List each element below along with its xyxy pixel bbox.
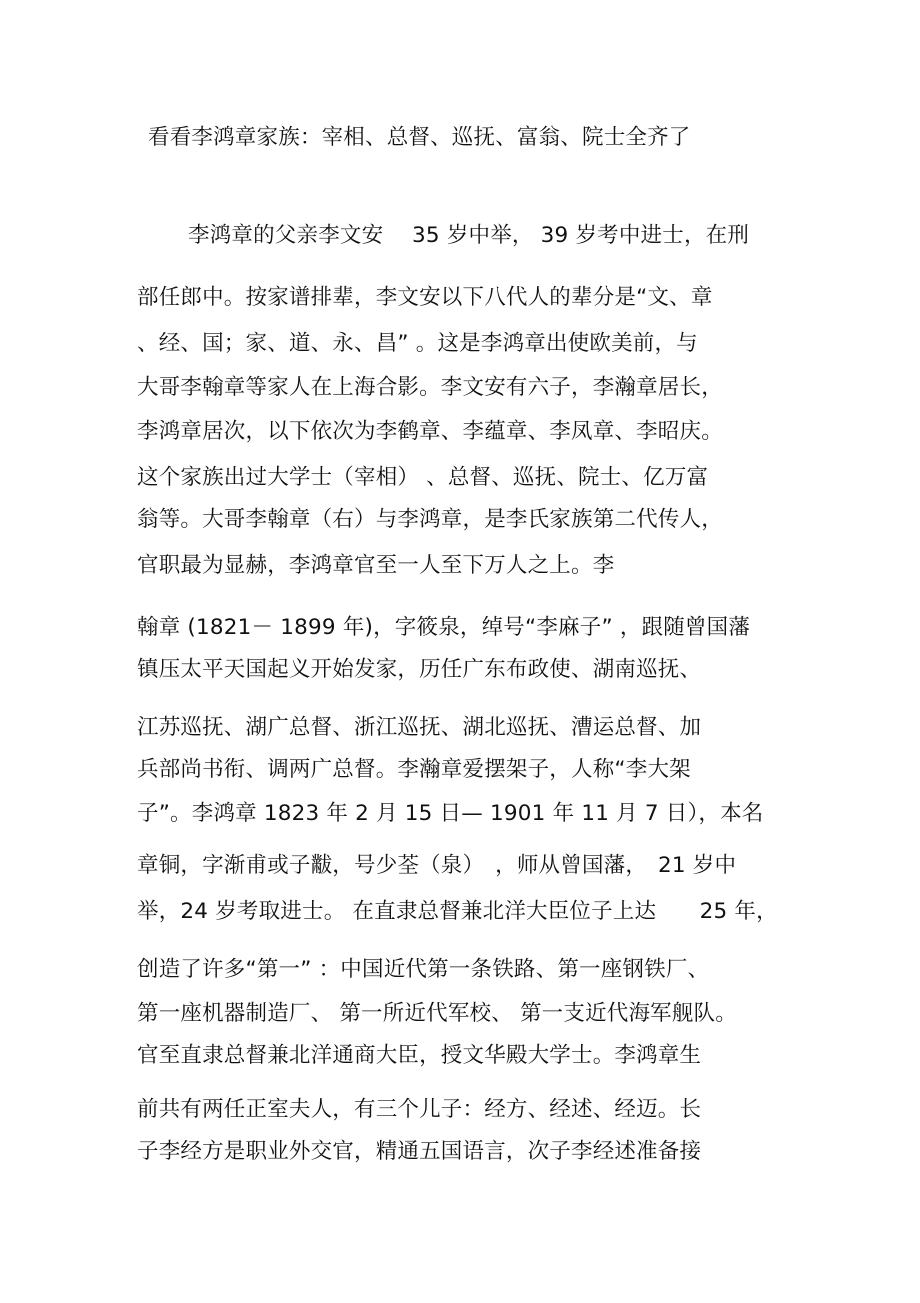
text-line: 李鸿章的父亲李文安 35 岁中举， 39 岁考中进士，在刑 xyxy=(188,223,750,248)
text-line: 李鸿章居次，以下依次为李鹤章、李蕴章、李凤章、李昭庆。 xyxy=(137,419,723,444)
text-line: 子”。李鸿章 1823 年 2 月 15 日— 1901 年 11 月 7 日），本名 xyxy=(137,801,764,826)
text-line: 官职最为显赫，李鸿章官至一人至下万人之上。李 xyxy=(137,553,615,578)
text-line: 官至直隶总督兼北洋通商大臣，授文华殿大学士。李鸿章生 xyxy=(137,1043,702,1068)
text-line: 翰章 (1821－ 1899 年)，字筱泉，绰号“李麻子” ，跟随曾国藩 xyxy=(137,615,751,640)
text-line: 前共有两任正室夫人，有三个儿子：经方、经述、经迈。长 xyxy=(137,1097,702,1122)
text-line: 这个家族出过大学士（宰相） 、总督、巡抚、院士、亿万富 xyxy=(137,465,709,490)
text-line: 翁等。大哥李翰章（右）与李鸿章，是李氏家族第二代传人， xyxy=(137,507,723,532)
document-title: 看看李鸿章家族：宰相、总督、巡抚、富翁、院士全齐了 xyxy=(148,125,691,150)
text-line: 第一座机器制造厂、 第一所近代军校、 第一支近代海军舰队。 xyxy=(137,1001,737,1026)
text-line: 创造了许多“第一” ：中国近代第一条铁路、第一座钢铁厂、 xyxy=(137,957,710,982)
text-line: 兵部尚书衔、调两广总督。李瀚章爱摆架子，人称“李大架 xyxy=(137,757,691,782)
text-line: 镇压太平天国起义开始发家，历任广东布政使、湖南巡抚、 xyxy=(137,657,702,682)
text-line: 举，24 岁考取进士。 在直隶总督兼北洋大臣位子上达 25 年， xyxy=(137,899,778,924)
text-line: 大哥李翰章等家人在上海合影。李文安有六子，李瀚章居长， xyxy=(137,375,723,400)
text-line: 江苏巡抚、湖广总督、浙江巡抚、湖北巡抚、漕运总督、加 xyxy=(137,715,702,740)
text-line: 子李经方是职业外交官，精通五国语言，次子李经述准备接 xyxy=(137,1139,702,1164)
text-line: 、经、国；家、道、永、昌” 。这是李鸿章出使欧美前，与 xyxy=(137,331,698,356)
text-line: 部任郎中。按家谱排辈，李文安以下八代人的辈分是“文、章 xyxy=(137,285,713,310)
text-line: 章铜，字渐甫或子黻，号少荃（泉） ，师从曾国藩， 21 岁中 xyxy=(137,853,737,878)
